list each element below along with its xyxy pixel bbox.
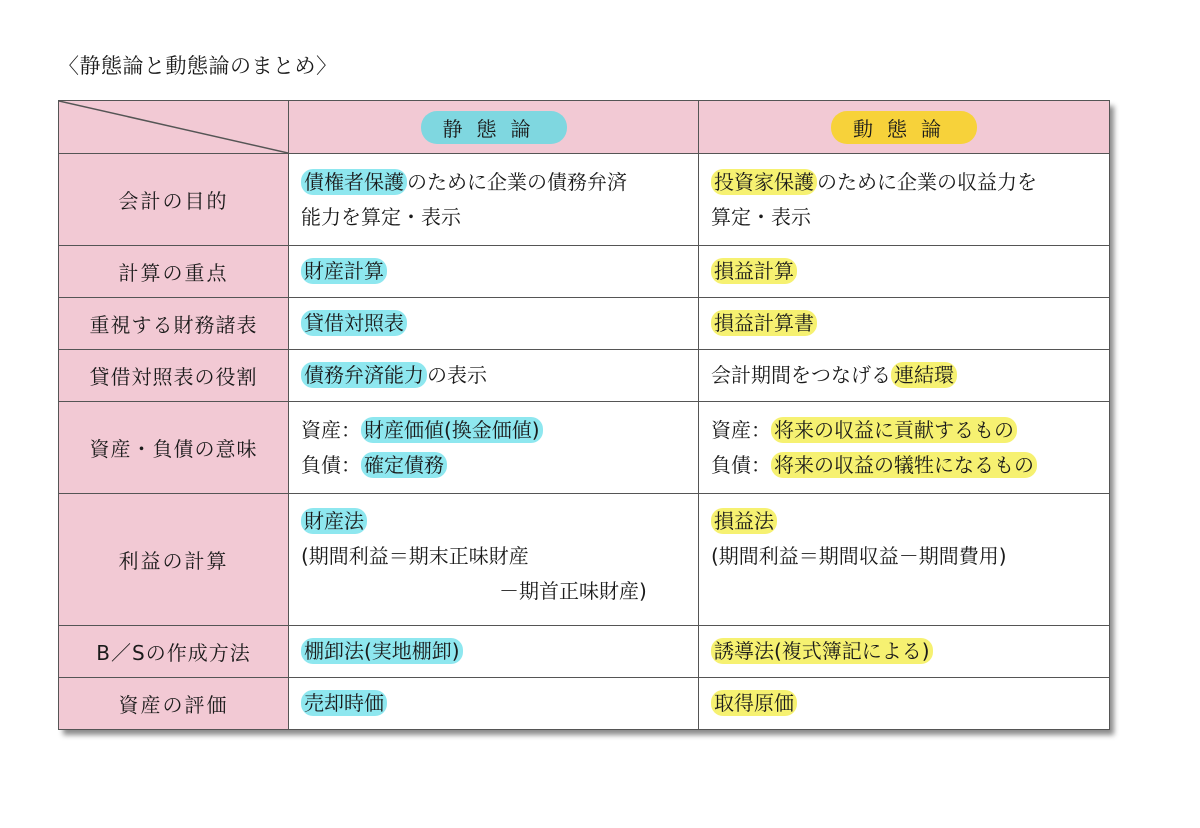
static-cell — [289, 494, 699, 626]
cell-text: 会計期間をつなげる — [711, 363, 891, 387]
dynamic-cell — [699, 154, 1110, 246]
dynamic-cell — [699, 350, 1110, 402]
highlight: 財産価値(換金価値) — [361, 417, 543, 443]
row-label: 貸借対照表の役割 — [59, 350, 289, 402]
static-cell — [289, 298, 699, 350]
cell-text: (期間利益＝期末正味財産 — [301, 544, 529, 568]
header-row — [59, 101, 1110, 154]
cell-text: －期首正味財産) — [499, 579, 647, 603]
highlight: 将来の収益の犠牲になるもの — [771, 452, 1037, 478]
row-label: B／Sの作成方法 — [59, 626, 289, 678]
corner-cell — [59, 101, 289, 154]
static-cell — [289, 626, 699, 678]
dynamic-cell — [699, 402, 1110, 494]
highlight: 誘導法(複式簿記による) — [711, 638, 933, 664]
table-row — [59, 678, 1110, 730]
highlight: 財産計算 — [301, 258, 387, 284]
table-row — [59, 154, 1110, 246]
highlight: 損益計算 — [711, 258, 797, 284]
row-label: 資産・負債の意味 — [59, 402, 289, 494]
cell-text: 能力を算定・表示 — [301, 204, 461, 229]
table-row — [59, 402, 1110, 494]
highlight: 棚卸法(実地棚卸) — [301, 638, 463, 664]
cell-text: (期間利益＝期間収益－期間費用) — [711, 544, 1007, 568]
dynamic-theory-pill: 動態論 — [831, 111, 977, 144]
highlight: 損益法 — [711, 508, 777, 534]
dynamic-cell — [699, 678, 1110, 730]
highlight: 債権者保護 — [301, 169, 407, 195]
highlight: 貸借対照表 — [301, 310, 407, 336]
highlight: 将来の収益に貢献するもの — [771, 417, 1017, 443]
highlight: 取得原価 — [711, 690, 797, 716]
cell-text: 算定・表示 — [711, 204, 811, 229]
cell-text: 資産： — [711, 417, 771, 442]
cell-text: のために企業の債務弁済 — [407, 169, 627, 194]
highlight: 投資家保護 — [711, 169, 817, 195]
diagonal-line-icon — [59, 101, 288, 153]
header-static — [289, 101, 699, 154]
cell-text: のために企業の収益力を — [817, 169, 1037, 194]
table-row — [59, 626, 1110, 678]
cell-text: の表示 — [427, 363, 487, 387]
static-cell — [289, 402, 699, 494]
table-row — [59, 494, 1110, 626]
row-label: 計算の重点 — [59, 246, 289, 298]
dynamic-cell — [699, 494, 1110, 626]
header-dynamic — [699, 101, 1110, 154]
highlight: 債務弁済能力 — [301, 362, 427, 388]
table-row — [59, 298, 1110, 350]
cell-text: 資産： — [301, 417, 361, 442]
static-cell — [289, 678, 699, 730]
static-cell — [289, 154, 699, 246]
row-label: 重視する財務諸表 — [59, 298, 289, 350]
highlight: 連結環 — [891, 362, 957, 388]
table-row — [59, 350, 1110, 402]
cell-text: 負債： — [711, 452, 771, 477]
dynamic-cell — [699, 626, 1110, 678]
static-cell — [289, 246, 699, 298]
highlight: 確定債務 — [361, 452, 447, 478]
dynamic-cell — [699, 246, 1110, 298]
page-title: 〈静態論と動態論のまとめ〉 — [58, 54, 338, 78]
table-row — [59, 246, 1110, 298]
highlight: 損益計算書 — [711, 310, 817, 336]
comparison-table — [58, 100, 1110, 730]
row-label: 会計の目的 — [59, 154, 289, 246]
row-label: 資産の評価 — [59, 678, 289, 730]
row-label: 利益の計算 — [59, 494, 289, 626]
highlight: 売却時価 — [301, 690, 387, 716]
cell-text: 負債： — [301, 452, 361, 477]
comparison-table-wrapper — [58, 100, 1109, 729]
highlight: 財産法 — [301, 508, 367, 534]
static-theory-pill: 静態論 — [421, 111, 567, 144]
dynamic-cell — [699, 298, 1110, 350]
static-cell — [289, 350, 699, 402]
